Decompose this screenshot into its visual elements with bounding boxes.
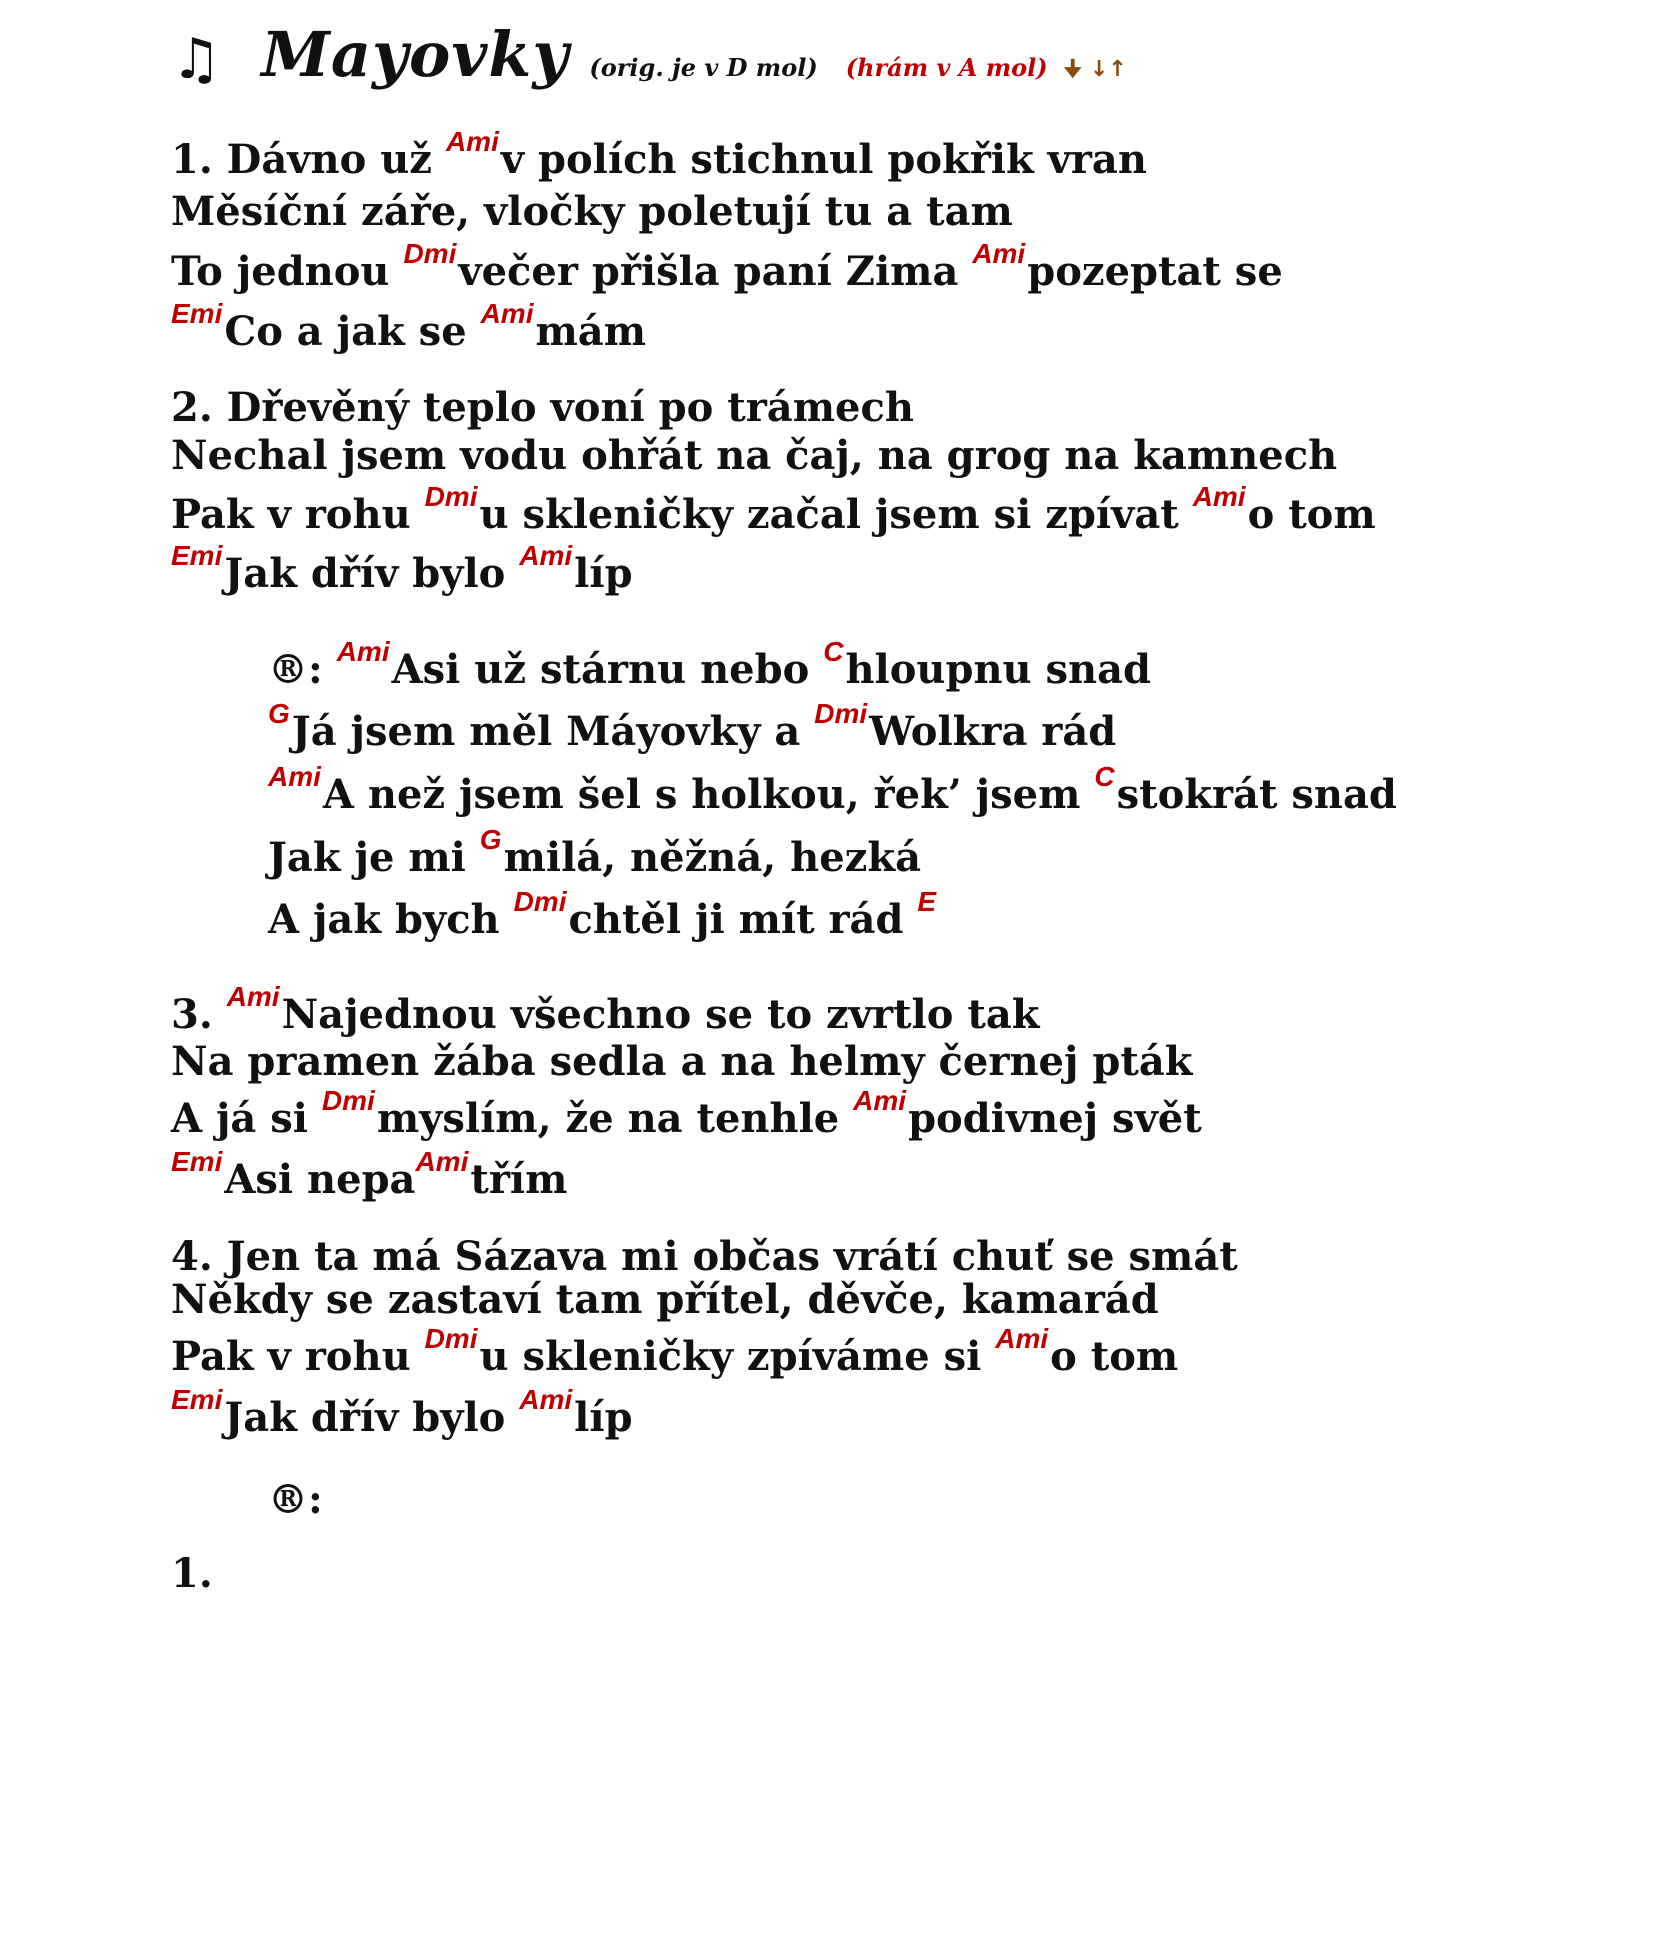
- chorus-line5: A jak bych $^{Dmi}$chtěl ji mít rád $^E$: [268, 886, 937, 943]
- verse3-line3: A já si $^{Dmi}$myslím, že na tenhle $^{Ami}$podivnej svět: [171, 1085, 1202, 1142]
- chorus-line2: $^G$Já jsem měl Máyovky a $^{Dmi}$Wolkra rád: [268, 698, 1117, 755]
- song-title: Mayovky: [261, 18, 570, 91]
- verse2-line1: 2. Dřevěný teplo voní po trámech: [171, 384, 914, 431]
- chord: Emi: [171, 540, 223, 571]
- played-key: (hrám v A mol): [845, 53, 1048, 82]
- verse3-line1: 3. $^{Ami}$Najednou všechno se to zvrtlo tak: [171, 981, 1040, 1038]
- song-header: [171, 18, 1614, 104]
- chord: G: [268, 698, 290, 729]
- chord: Ami: [995, 1323, 1049, 1354]
- chord: Emi: [171, 1384, 223, 1415]
- chord: Dmi: [321, 1085, 375, 1116]
- original-key: (orig. je v D mol): [589, 53, 818, 82]
- chord: Ami: [445, 126, 499, 157]
- chord: Emi: [171, 298, 223, 329]
- chord: C: [1094, 761, 1115, 792]
- verse1-repeat: 1.: [171, 1550, 213, 1597]
- verse4-line1: 4. Jen ta má Sázava mi občas vrátí chuť se smát: [171, 1233, 1238, 1280]
- chord: Dmi: [424, 1323, 478, 1354]
- chord: Dmi: [814, 698, 868, 729]
- chord: Ami: [972, 238, 1026, 269]
- chord: G: [479, 824, 502, 855]
- verse1-line2: Měsíční záře, vločky poletují tu a tam: [171, 188, 1013, 235]
- chorus-line3: $^{Ami}$A než jsem šel s holkou, řek’ jsem $^C$stokrát snad: [268, 761, 1397, 818]
- music-note-icon: ♫: [171, 27, 222, 92]
- chord: Ami: [336, 636, 390, 667]
- chord: Ami: [226, 981, 280, 1012]
- chord: Ami: [853, 1085, 907, 1116]
- verse4-line4: $^{Emi}$Jak dřív bylo $^{Ami}$líp: [171, 1384, 633, 1441]
- chord: Dmi: [403, 238, 457, 269]
- arrow-down-icon[interactable]: 🠋: [1063, 57, 1082, 82]
- chord: Ami: [519, 540, 573, 571]
- chord: Dmi: [513, 886, 567, 917]
- arrows-up-down-icon[interactable]: ↓↑: [1089, 57, 1127, 82]
- verse3-line4: $^{Emi}$Asi nepa$^{Ami}$třím: [171, 1146, 568, 1203]
- verse4-line2: Někdy se zastaví tam přítel, děvče, kamarád: [171, 1276, 1159, 1323]
- chorus-line1: ®: $^{Ami}$Asi už stárnu nebo $^C$hloupnu snad: [268, 636, 1152, 693]
- verse2-line2: Nechal jsem vodu ohřát na čaj, na grog na kamnech: [171, 432, 1338, 479]
- verse3-line2: Na pramen žába sedla a na helmy černej pták: [171, 1038, 1193, 1085]
- verse2-line4: $^{Emi}$Jak dřív bylo $^{Ami}$líp: [171, 540, 633, 597]
- verse4-line3: Pak v rohu $^{Dmi}$u skleničky zpíváme si $^{Ami}$o tom: [171, 1323, 1179, 1380]
- chord: C: [823, 636, 844, 667]
- chord: Ami: [415, 1146, 469, 1177]
- chord: Ami: [1192, 481, 1246, 512]
- transpose-arrows[interactable]: [1064, 52, 1135, 90]
- chord: E: [917, 886, 937, 917]
- chord: Ami: [519, 1384, 573, 1415]
- verse1-line1: 1. Dávno už $^{Ami}$v polích stichnul pokřik vran: [171, 126, 1147, 183]
- chord: Ami: [480, 298, 534, 329]
- chord: Dmi: [424, 481, 478, 512]
- verse2-line3: Pak v rohu $^{Dmi}$u skleničky začal jsem si zpívat $^{Ami}$o tom: [171, 481, 1376, 538]
- chorus-repeat: ®:: [268, 1476, 323, 1523]
- chorus-line4: Jak je mi $^G$milá, něžná, hezká: [268, 824, 922, 881]
- verse1-line3: To jednou $^{Dmi}$večer přišla paní Zima $^{Ami}$pozeptat se: [171, 238, 1283, 295]
- song-sheet: [171, 18, 1614, 1597]
- verse1-line4: $^{Emi}$Co a jak se $^{Ami}$mám: [171, 298, 647, 355]
- chord: Ami: [268, 761, 321, 792]
- chord: Emi: [171, 1146, 223, 1177]
